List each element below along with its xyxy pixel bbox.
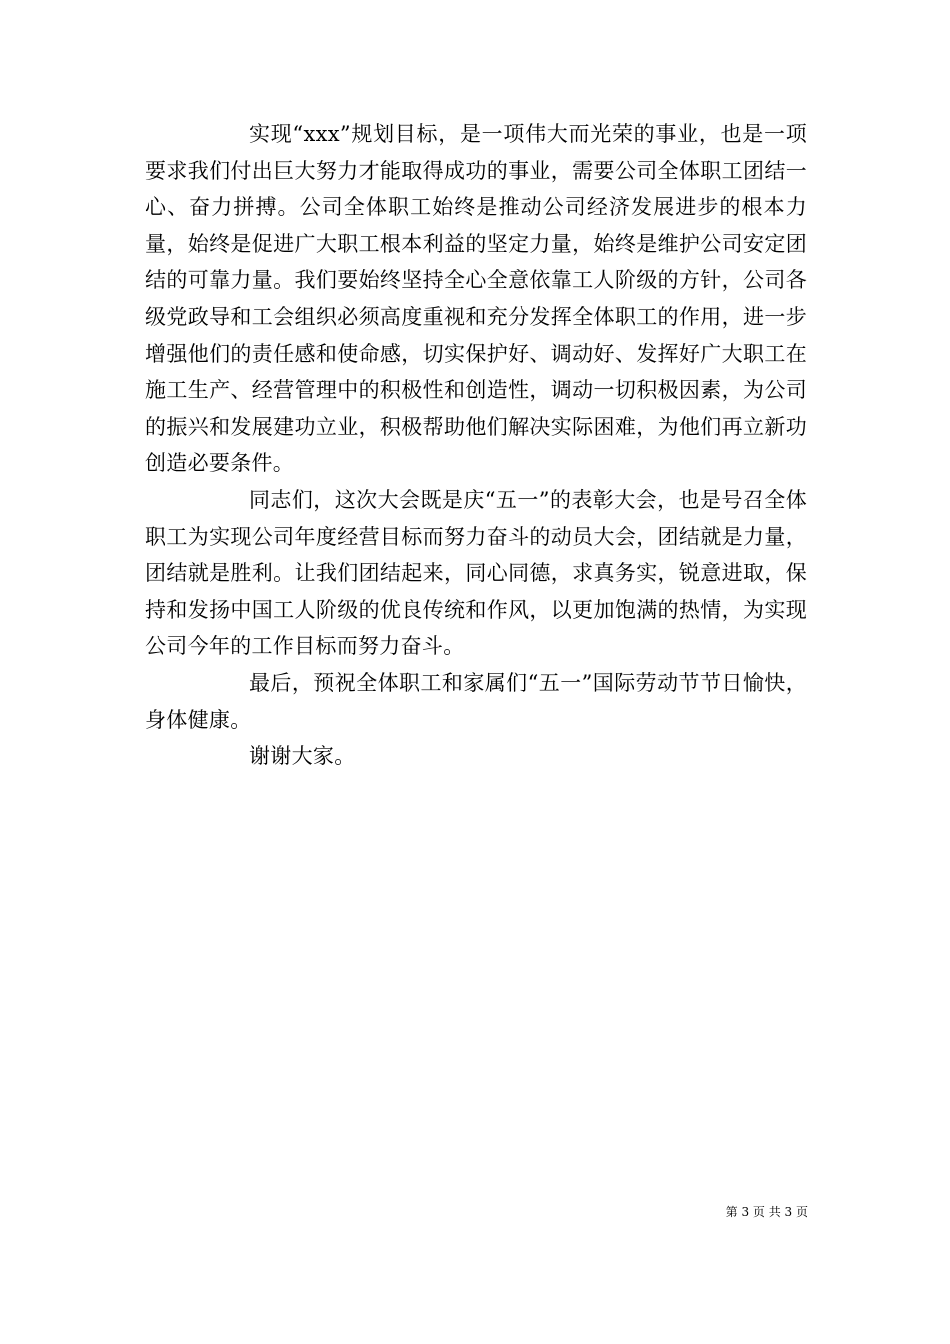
page-number-footer: 第 3 页 共 3 页: [725, 1205, 808, 1219]
document-body: [145, 116, 807, 775]
paragraph-commitment: 实现“xxx”规划目标，是一项伟大而光荣的事业，也是一项要求我们付出巨大努力才能取得成功的事业，需要公司全体职工团结一心、奋力拼搏。公司全体职工始终是推动公司经济发展进步的根本力量，始终是促进广大职工根本利益的坚定力量，始终是维护公司安定团结的可靠力量。我们要始终坚持全心全意依靠工人阶级的方针，公司各级党政导和工会组织必须高度重视和充分发挥全体职工的作用，进一步增强他们的责任感和使命感，切实保护好、调动好、发挥好广大职工在施工生产、经营管理中的积极性和创造性，调动一切积极因素，为公司的振兴和发展建功立业，积极帮助他们解决实际困难，为他们再立新功创造必要条件。: [145, 122, 807, 476]
paragraph-thanks: 谢谢大家。: [249, 744, 356, 769]
paragraph-mobilization: 同志们，这次大会既是庆“五一”的表彰大会，也是号召全体职工为实现公司年度经营目标而努力奋斗的动员大会，团结就是力量，团结就是胜利。让我们团结起来，同心同德，求真务实，锐意进取，保持和发扬中国工人阶级的优良传统和作风，以更加饱满的热情，为实现公司今年的工作目标而努力奋斗。: [145, 487, 807, 659]
paragraph-wishes: 最后，预祝全体职工和家属们“五一”国际劳动节节日愉快，身体健康。: [145, 670, 807, 732]
